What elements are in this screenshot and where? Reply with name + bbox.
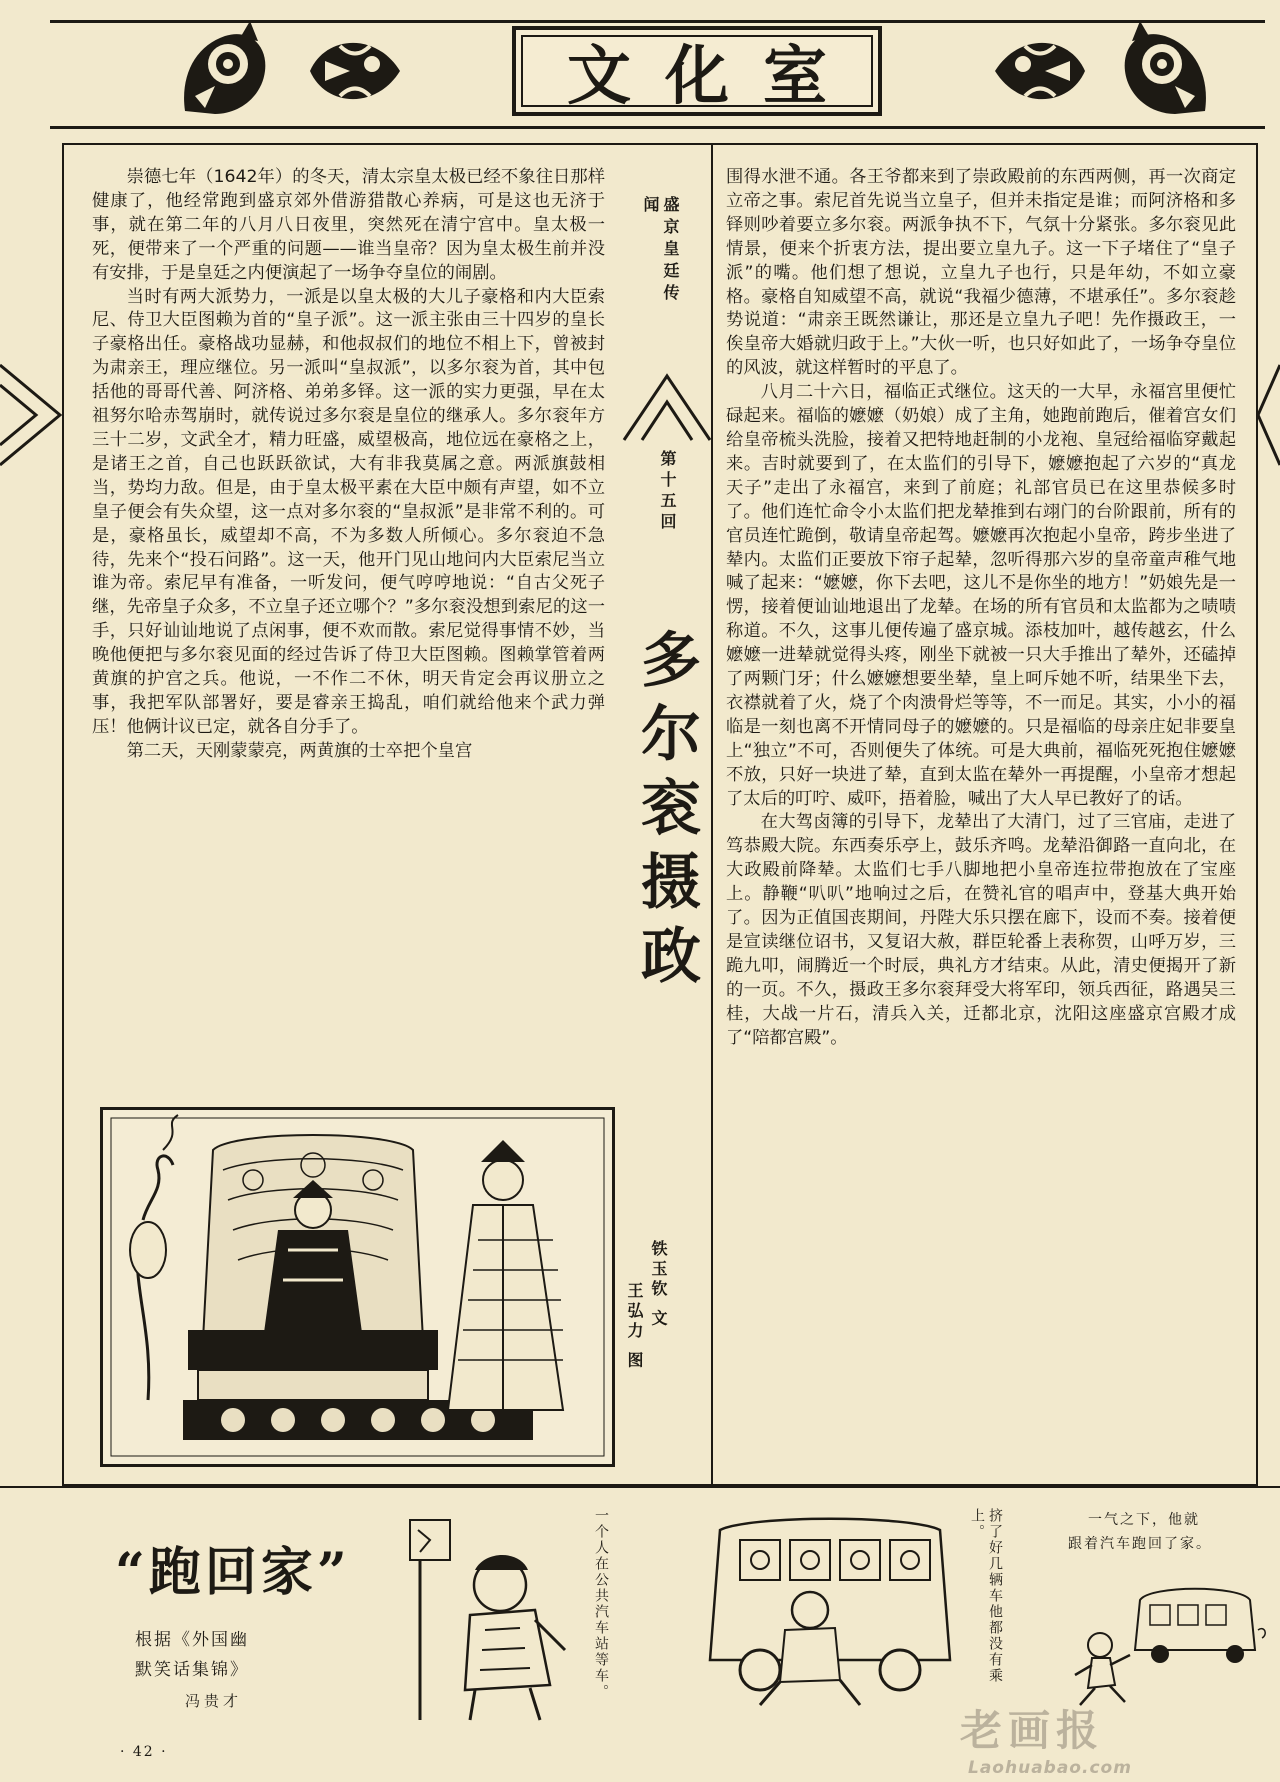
article-paragraph: 在大驾卤簿的引导下，龙辇出了大清门，过了三官庙，走进了笃恭殿大院。东西奏乐亭上，鼓乐齐鸣。龙辇沿御路一直向北，在大政殿前降辇。太监们七手八脚地把小皇帝连拉带抱放在了宝座上。静鞭“叭叭”地响过之后，在赞礼官的唱声中，登基大典开始了。因为正值国丧期间，丹陛大乐只摆在廊下，设而不奏。接着便是宣读继位诏书，又复诏大赦，群臣轮番上表称贺，山呼万岁，三跪九叩，闹腾近一个时辰，典礼方才结束。从此，清史便揭开了新的一页。不久，摄政王多尔衮拜受大将军印，领兵西征，路遇吴三桂，大战一片石，清兵入关，迁都北京，沈阳这座盛京宫殿才成了“陪都宫殿”。 <box>726 812 1236 1048</box>
author-credit: 铁玉钦 文 <box>649 1240 668 1330</box>
article-right-column <box>726 166 1236 1051</box>
paper-cut-rooster-ornament <box>170 16 280 126</box>
watermark-url: Laohuabao.com <box>968 1758 1132 1778</box>
comic-caption-3 <box>1068 1508 1212 1556</box>
comic-author: 冯贵才 <box>185 1692 243 1710</box>
comic-caption-line: 一气之下，他就 <box>1088 1512 1200 1528</box>
left-border-ornament <box>0 360 62 470</box>
paper-cut-fish-ornament-right <box>985 16 1095 126</box>
throne-illustration <box>100 1107 615 1467</box>
artist-credit: 王弘力 图 <box>625 1282 644 1372</box>
watermark-logo-text: 老画报 <box>960 1706 1105 1755</box>
article-paragraph: 围得水泄不通。各王爷都来到了崇政殿前的东西两侧，再一次商定立帝之事。索尼首先说当立皇子，但并未指定是谁；而阿济格和多铎则吵着要立多尔衮。两派争执不下，气氛十分紧张。多尔衮见此情景，便来个折衷方法，提出要立皇九子。这一下子堵住了“皇子派”的嘴。他们想了想说，立皇九子也行，只是年幼，不如立豪格。豪格自知威望不高，就说“我福少德薄，不堪承任”。多尔衮趁势说道：“肃亲王既然谦让，那还是立皇九子吧！先作摄政王，一俟皇帝大婚就归政于上。”大伙一听，也只好如此了，一场争夺皇位的风波，就这样暂时的平息了。 <box>726 167 1236 379</box>
paper-cut-fish-ornament <box>300 16 410 126</box>
comic-caption-2: 挤了好几辆车他都没有乘上。 <box>969 1508 1003 1684</box>
comic-source-line: 默笑话集锦》 <box>135 1660 249 1680</box>
series-title: 盛京皇廷传闻 <box>641 196 680 306</box>
article-paragraph: 崇德七年（1642年）的冬天，清太宗皇太极已经不象往日那样健康了，他经常跑到盛京郊外借游猎散心养病，可是这也无济于事，就在第二年的八月八日夜里，突然死在清宁宫中。皇太极一死，便带来了一个严重的问题——谁当皇帝？因为皇太极生前并没有安排，于是皇廷之内便演起了一场争夺皇位的闹剧。 <box>92 167 605 283</box>
chapter-number: 第十五回 <box>658 450 677 534</box>
comic-title: “跑回家” <box>115 1542 351 1603</box>
article-paragraph: 当时有两大派势力，一派是以皇太极的大儿子豪格和内大臣索尼、侍卫大臣图赖为首的“皇子派”。这一派主张由三十四岁的皇长子豪格出任。豪格战功显赫，和他叔叔们的地位不相上下，曾被封为肃亲王，理应继位。另一派叫“皇叔派”，以多尔衮为首，其中包括他的哥哥代善、阿济格、弟弟多铎。这一派的实力更强，早在太祖努尔哈赤驾崩时，就传说过多尔衮是皇位的继承人。多尔衮年方三十二岁，文武全才，精力旺盛，威望极高，地位远在豪格之上，是诸王之首，自己也跃跃欲试，大有非我莫属之意。两派旗鼓相当，势均力敌。但是，由于皇太极平素在大臣中颇有声望，如不立皇子便会有失众望，这一点对多尔衮的“皇叔派”是非常不利的。可是，豪格虽长，威望却不高，不为多数人所倾心。多尔衮迫不急待，先来个“投石问路”。这一天，他开门见山地问内大臣索尼当立谁为帝。索尼早有准备，一听发问，便气哼哼地说：“自古父死子继，先帝皇子众多，不立皇子还立哪个？”多尔衮没想到索尼的这一手，只好讪讪地说了点闲事，便不欢而散。索尼觉得事情不妙，当晚他便把与多尔衮见面的经过告诉了侍卫大臣图赖。图赖掌管着两黄旗的护宫之兵。他说，一不作二不休，明天肯定会再议册立之事，我把军队部署好，要是睿亲王捣乱，咱们就给他来个武力弹压！他俩计议已定，就各自分手了。 <box>92 286 605 737</box>
header-band <box>50 8 1265 138</box>
comic-caption-1: 一个人在公共汽车站等车。 <box>593 1508 609 1700</box>
right-border-ornament <box>1258 360 1280 470</box>
article-title: 多尔衮摄政 <box>631 628 701 998</box>
title-chevron-ornament <box>622 362 712 442</box>
comic-panel-running-man <box>1070 1570 1270 1710</box>
page-number: · 42 · <box>120 1744 168 1760</box>
right-column-rule <box>711 143 713 1486</box>
emperor-on-throne-drawing <box>103 1110 612 1464</box>
comic-divider <box>0 1486 1280 1488</box>
comic-panel-crowded-bus <box>690 1510 960 1710</box>
article-paragraph: 第二天，天刚蒙蒙亮，两黄旗的士卒把个皇宫 <box>126 740 473 761</box>
paper-cut-rooster-ornament-right <box>1110 16 1220 126</box>
section-title: 文化室 <box>567 39 861 114</box>
section-title-box <box>512 26 882 116</box>
article-paragraph: 八月二十六日，福临正式继位。这天的一大早，永福宫里便忙碌起来。福临的嬷嬷（奶娘）成了主角，她跑前跑后，催着宫女们给皇帝梳头洗脸，接着又把特地赶制的小龙袍、皇冠给福临穿戴起来。吉时就要到了，在太监们的引导下，嬷嬷抱起了六岁的“真龙天子”走出了永福宫，来到了前庭；礼部官员已在这里恭候多时了。他们连忙命令小太监们把龙辇推到右翊门的台阶跟前，所有的官员连忙跪倒，敬请皇帝起驾。嬷嬷再次抱起小皇帝，跨步坐进了辇内。太监们正要放下帘子起辇，忽听得那六岁的皇帝童声稚气地喊了起来：“嬷嬷，你下去吧，这儿不是你坐的地方！”奶娘先是一愣，接着便讪讪地退出了龙辇。在场的所有官员和太监都为之啧啧称道。不久，这事儿便传遍了盛京城。添枝加叶，越传越玄，什么嬷嬷一进辇就觉得头疼，刚坐下就被一只大手推出了辇外，还磕掉了两颗门牙；什么嬷嬷想要坐辇，皇上呵斥她不听，结果坐下去，衣襟就着了火，烧了个肉溃骨烂等等，不一而足。其实，小小的福临是一刻也离不开情同母子的嬷嬷的。只是福临的母亲庄妃非要皇上“独立”不可，否则便失了体统。可是大典前，福临死死抱住嬷嬷不放，只好一块进了辇，直到太监在辇外一再提醒，小皇帝才想起了太后的叮咛、威吓，捂着脸，喊出了大人早已教好了的话。 <box>726 382 1236 809</box>
site-watermark <box>960 1698 1132 1778</box>
comic-caption-line: 跟着汽车跑回了家。 <box>1068 1536 1212 1552</box>
comic-source <box>135 1625 249 1685</box>
header-rule-bottom <box>50 126 1265 129</box>
comic-panel-waiting-man <box>390 1510 600 1730</box>
comic-source-line: 根据《外国幽 <box>135 1630 249 1650</box>
article-left-column <box>92 166 605 764</box>
